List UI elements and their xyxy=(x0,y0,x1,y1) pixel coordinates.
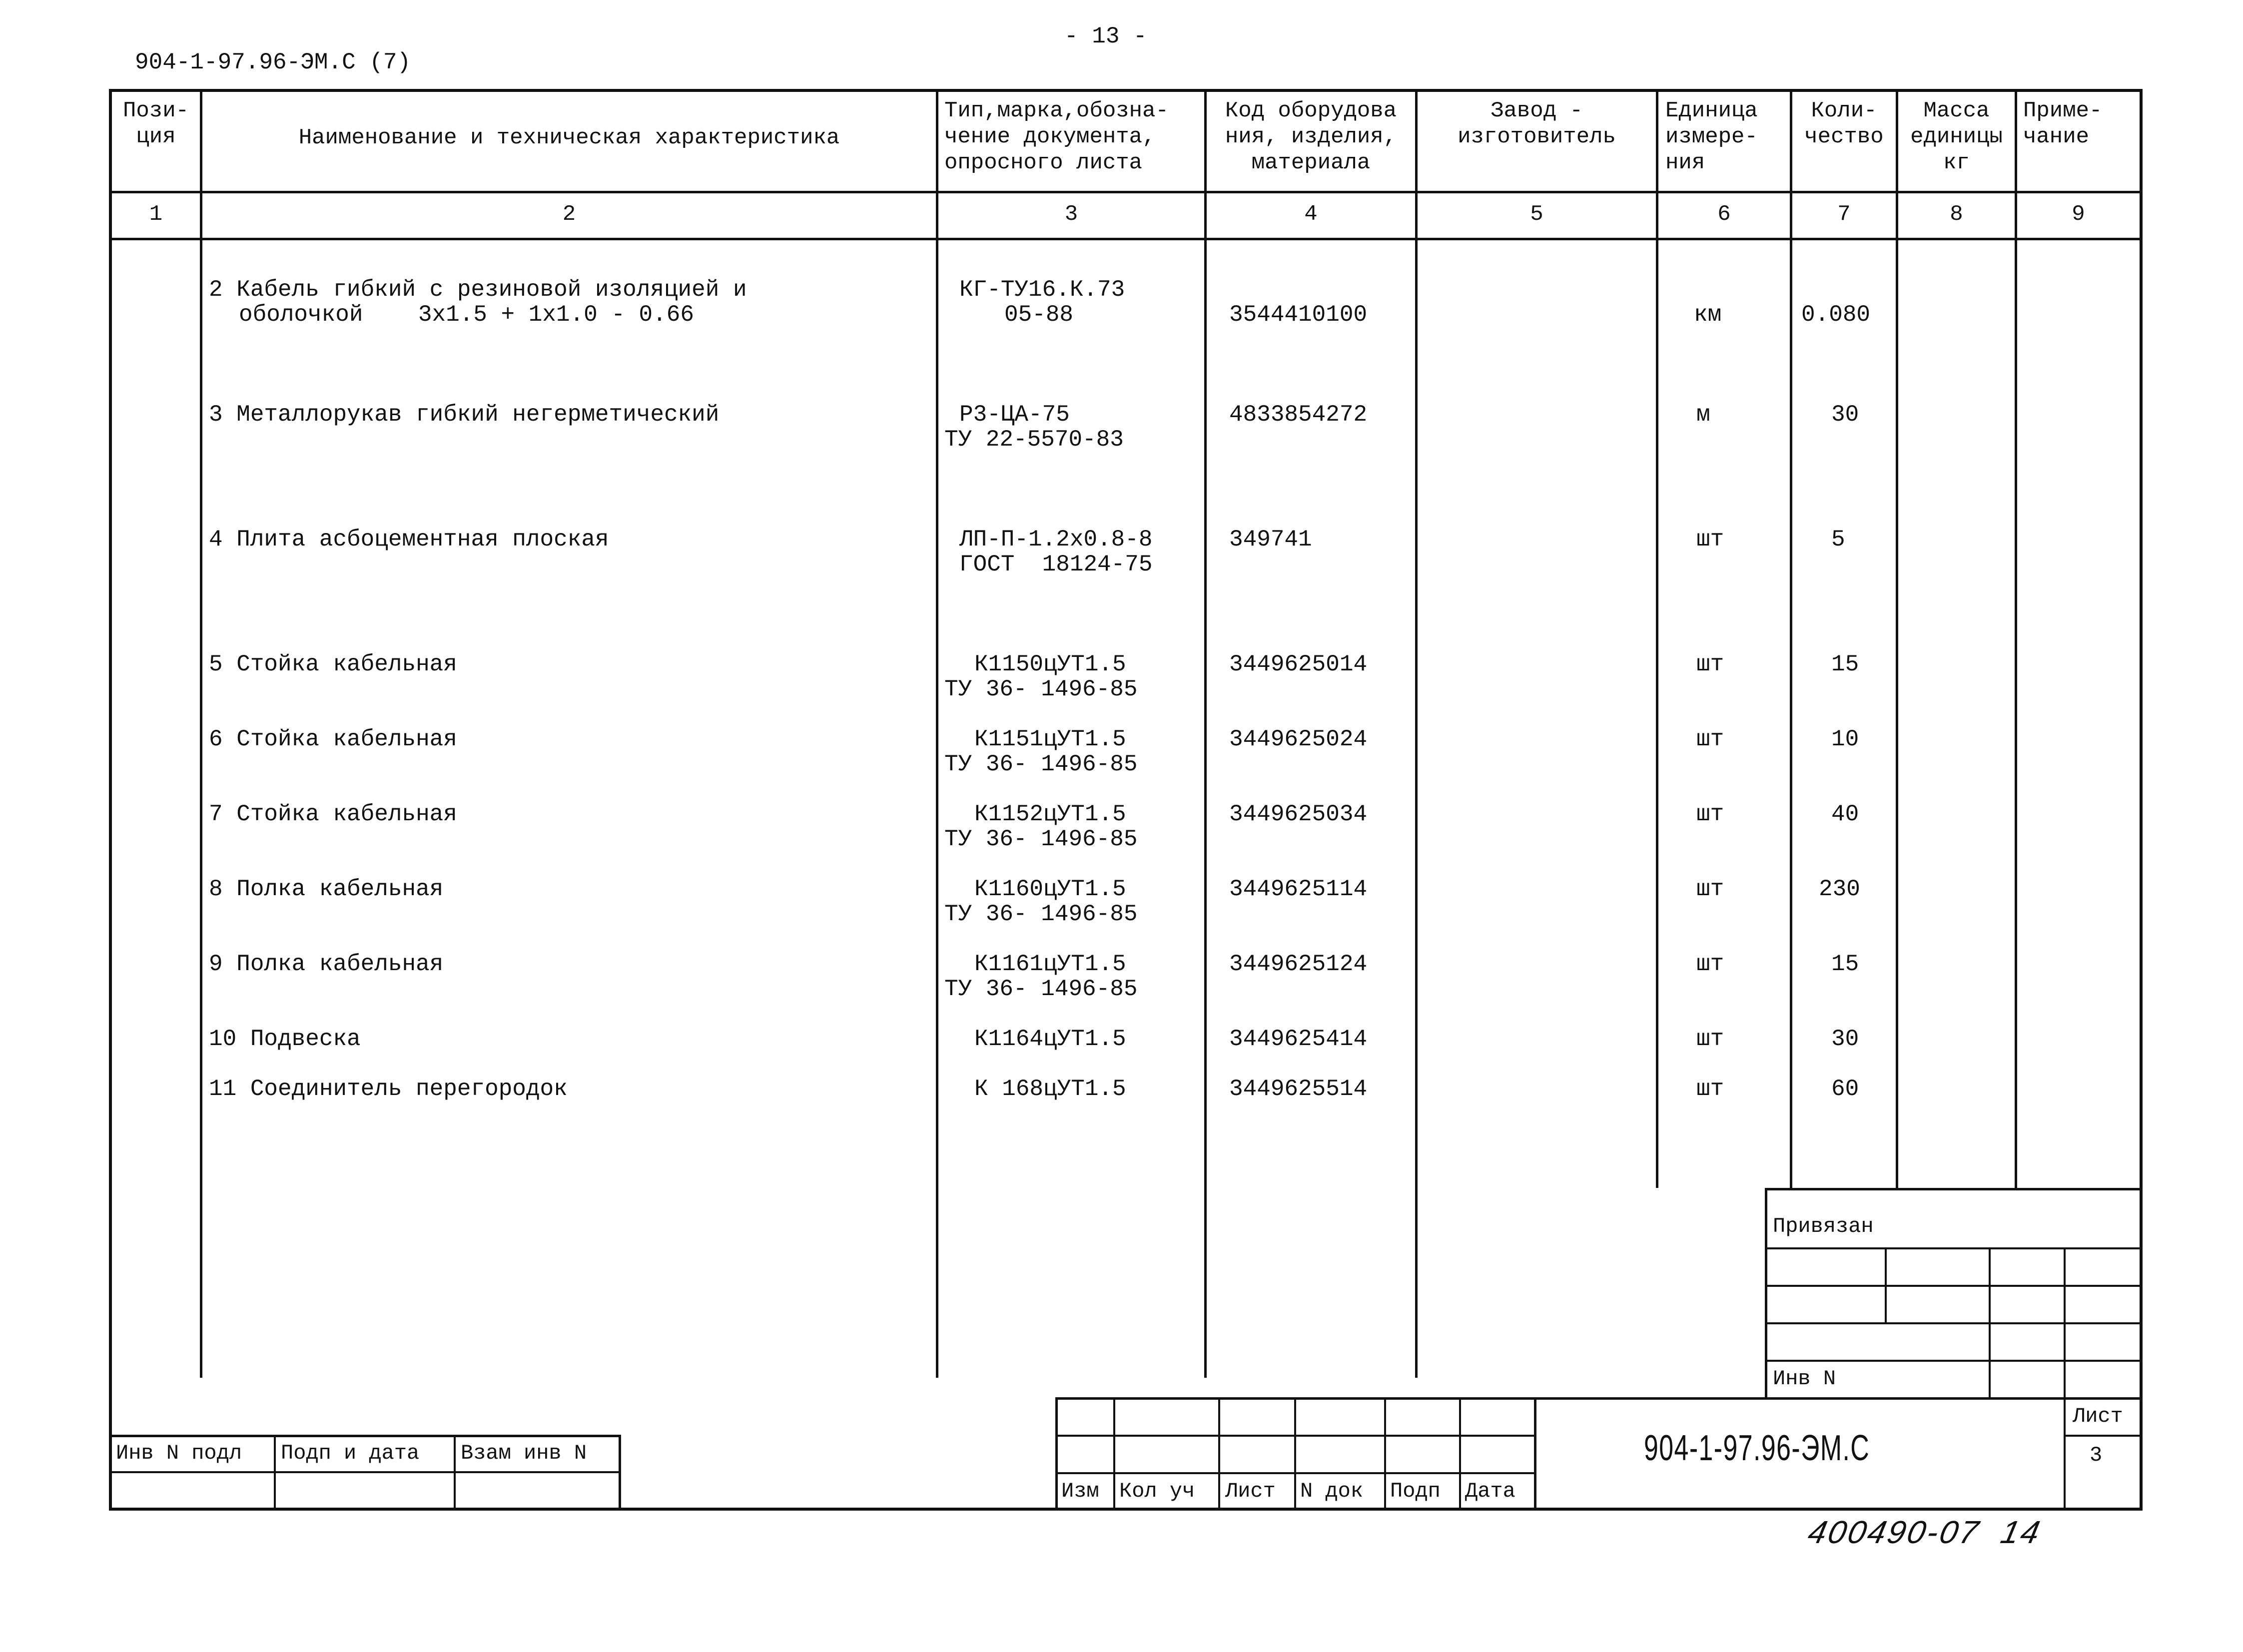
row-type-line2: 05-88 xyxy=(1004,302,1074,328)
row-code: 3449625114 xyxy=(1229,876,1368,902)
row-type-line1: К1160цУТ1.5 xyxy=(974,876,1126,902)
page-number: - 13 - xyxy=(1064,23,1147,49)
col-num-7: 7 xyxy=(1837,202,1851,227)
row-name-line1: 10 Подвеска xyxy=(209,1026,361,1052)
row-code: 4833854272 xyxy=(1229,402,1368,428)
col-header-type: Тип,марка,обозна- чение документа, опросного листа xyxy=(944,98,1169,175)
row-name-line1: 3 Металлорукав гибкий негерметический xyxy=(209,402,720,428)
row-type-line2: ТУ 36- 1496-85 xyxy=(944,826,1138,852)
row-type-line1: К 168цУТ1.5 xyxy=(974,1076,1126,1102)
sheet-number: 3 xyxy=(2090,1443,2103,1467)
row-code: 349741 xyxy=(1229,527,1312,552)
row-name-line1: 11 Соединитель перегородок xyxy=(209,1076,568,1102)
row-unit: шт xyxy=(1696,801,1724,827)
row-qty: 15 xyxy=(1831,651,1859,677)
row-qty: 0.080 xyxy=(1801,302,1871,328)
row-type-line1: Р3-ЦА-75 xyxy=(959,402,1070,428)
inv-n-label: Инв N xyxy=(1773,1367,1836,1391)
row-unit: м xyxy=(1696,402,1710,428)
col-num-4: 4 xyxy=(1304,202,1318,227)
col-header-factory: Завод - изготовитель xyxy=(1458,98,1616,149)
row-qty: 60 xyxy=(1831,1076,1859,1102)
tb-n-dok: N док xyxy=(1300,1479,1364,1503)
row-unit: шт xyxy=(1696,1076,1724,1102)
row-code: 3544410100 xyxy=(1229,302,1368,328)
doc-code: 904-1-97.96-ЭМ.С xyxy=(1644,1428,1870,1468)
vzam-inv-label: Взам инв N xyxy=(461,1441,587,1465)
row-type-line2: ТУ 36- 1496-85 xyxy=(944,901,1138,927)
row-type-line2: ГОСТ 18124-75 xyxy=(959,551,1153,577)
row-qty: 10 xyxy=(1831,726,1859,752)
row-code: 3449625024 xyxy=(1229,726,1368,752)
row-qty: 30 xyxy=(1831,1026,1859,1052)
row-unit: шт xyxy=(1696,651,1724,677)
handwritten-number: 400490-07 14 xyxy=(1805,1514,2045,1550)
privyazan-label: Привязан xyxy=(1773,1214,1874,1238)
podp-i-data-label: Подп и дата xyxy=(281,1441,420,1465)
row-name-line1: 6 Стойка кабельная xyxy=(209,726,457,752)
row-unit: шт xyxy=(1696,726,1724,752)
row-type-line2: ТУ 36- 1496-85 xyxy=(944,676,1138,702)
tb-list: Лист xyxy=(1225,1479,1276,1503)
tb-podp: Подп xyxy=(1390,1479,1441,1503)
col-num-1: 1 xyxy=(149,202,163,227)
row-type-line2: ТУ 36- 1496-85 xyxy=(944,976,1138,1002)
row-code: 3449625124 xyxy=(1229,951,1368,977)
row-name-line2: оболочкой 3х1.5 + 1х1.0 - 0.66 xyxy=(239,302,694,328)
col-header-qty: Коли- чество xyxy=(1804,98,1884,149)
doc-code-top: 904-1-97.96-ЭМ.С (7) xyxy=(135,49,411,75)
row-qty: 15 xyxy=(1831,951,1859,977)
col-header-position: Пози- ция xyxy=(122,98,189,149)
row-qty: 230 xyxy=(1819,876,1860,902)
col-num-6: 6 xyxy=(1717,202,1731,227)
row-name-line1: 4 Плита асбоцементная плоская xyxy=(209,527,609,552)
tb-izm: Изм xyxy=(1061,1479,1099,1503)
row-qty: 5 xyxy=(1831,527,1845,552)
col-header-note: Приме- чание xyxy=(2023,98,2103,149)
row-type-line1: ЛП-П-1.2х0.8-8 xyxy=(959,527,1153,552)
col-header-mass: Масса единицы кг xyxy=(1910,98,2003,175)
row-name-line1: 5 Стойка кабельная xyxy=(209,651,457,677)
col-header-unit: Единица измере- ния xyxy=(1665,98,1758,175)
col-num-9: 9 xyxy=(2072,202,2085,227)
tb-data: Дата xyxy=(1465,1479,1515,1503)
col-header-name: Наименование и техническая характеристика xyxy=(298,125,840,150)
row-code: 3449625034 xyxy=(1229,801,1368,827)
row-type-line1: К1150цУТ1.5 xyxy=(974,651,1126,677)
row-name-line1: 7 Стойка кабельная xyxy=(209,801,457,827)
row-type-line1: К1151цУТ1.5 xyxy=(974,726,1126,752)
col-num-2: 2 xyxy=(562,202,576,227)
row-unit: шт xyxy=(1696,527,1724,552)
row-qty: 30 xyxy=(1831,402,1859,428)
row-name-line1: 8 Полка кабельная xyxy=(209,876,444,902)
col-num-8: 8 xyxy=(1950,202,1963,227)
tb-kol-uch: Кол уч xyxy=(1119,1479,1195,1503)
col-num-5: 5 xyxy=(1530,202,1543,227)
row-type-line1: К1161цУТ1.5 xyxy=(974,951,1126,977)
row-name-line1: 2 Кабель гибкий с резиновой изоляцией и xyxy=(209,277,747,303)
row-qty: 40 xyxy=(1831,801,1859,827)
row-unit: шт xyxy=(1696,951,1724,977)
row-unit: шт xyxy=(1696,876,1724,902)
row-name-line1: 9 Полка кабельная xyxy=(209,951,444,977)
row-type-line2: ТУ 36- 1496-85 xyxy=(944,751,1138,777)
row-type-line1: К1152цУТ1.5 xyxy=(974,801,1126,827)
row-type-line1: КГ-ТУ16.К.73 xyxy=(959,277,1125,303)
row-code: 3449625414 xyxy=(1229,1026,1368,1052)
col-num-3: 3 xyxy=(1064,202,1078,227)
inv-n-podl-label: Инв N подл xyxy=(116,1441,242,1465)
row-unit: км xyxy=(1694,302,1722,328)
row-type-line1: К1164цУТ1.5 xyxy=(974,1026,1126,1052)
col-header-code: Код оборудова ния, изделия, материала xyxy=(1225,98,1397,175)
row-type-line2: ТУ 22-5570-83 xyxy=(944,427,1124,453)
row-code: 3449625014 xyxy=(1229,651,1368,677)
row-code: 3449625514 xyxy=(1229,1076,1368,1102)
row-unit: шт xyxy=(1696,1026,1724,1052)
sheet-label: Лист xyxy=(2073,1404,2123,1428)
